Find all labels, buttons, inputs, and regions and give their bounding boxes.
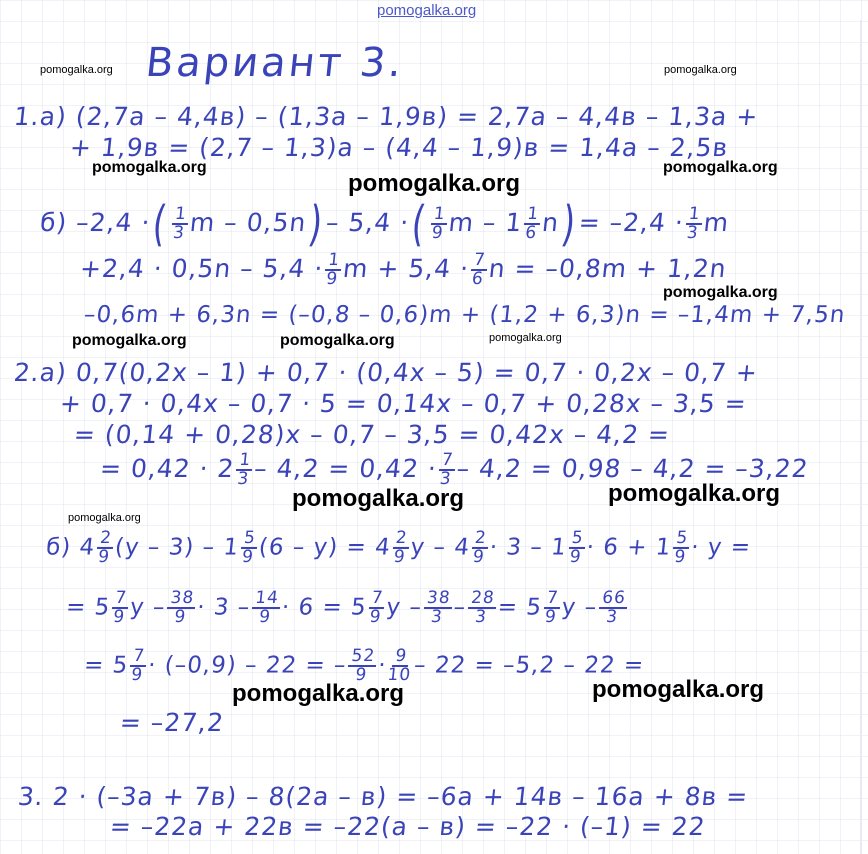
solution-line-1b-result: –0,6m + 6,3n = (–0,8 – 0,6)m + (1,2 + 6,3)n = –1,4m + 7,5n [82, 302, 847, 328]
fraction: $\frac{2}{9}$ [392, 528, 409, 567]
solution-line-2a: 2.а) 0,7(0,2x – 1) + 0,7 · (0,4x – 5) = 0,7 · 0,2x – 0,7 + [12, 358, 760, 387]
fraction: $\frac{7}{6}$ [470, 250, 487, 289]
watermark: pomogalka.org [664, 64, 737, 76]
fraction: $\frac{1}{3}$ [236, 450, 253, 489]
fraction: $\frac{5}{9}$ [673, 528, 690, 567]
watermark: pomogalka.org [663, 284, 778, 301]
solution-line-3-result: = –22а + 22в = –22(а – в) = –22 · (–1) = 22 [108, 812, 708, 841]
fraction: $\frac{5}{9}$ [568, 528, 585, 567]
watermark: pomogalka.org [348, 170, 521, 197]
solution-line-3: 3. 2 · (–3а + 7в) – 8(2а – в) = –6а + 14в – 16а + 8в = [16, 782, 750, 811]
watermark: pomogalka.org [92, 159, 207, 176]
watermark: pomogalka.org [292, 485, 465, 512]
fraction: $\frac{1}{3}$ [172, 204, 188, 243]
fraction: $\frac{5}{9}$ [241, 528, 257, 567]
solution-line-2b-cont2: = 5 $\frac{7}{9}$ · (–0,9) – 22 = – $\frac{52}{9}$ · $\frac{9}{10}$ – 22 = –5,2 – 22 = [82, 646, 646, 685]
solution-line-2b: б) 4 $\frac{2}{9}$ (y – 3) – 1 $\frac{5}{9}$ (6 – y) = 4 $\frac{2}{9}$ y – 4 $\frac{2}{9}$ · 3 – 1 $\frac{5}{9}$ · 6 + 1 $\frac{5}{9}$ · y = [44, 528, 753, 567]
solution-line-2a-cont2: = (0,14 + 0,28)x – 0,7 – 3,5 = 0,42x – 4,2 = [72, 420, 672, 449]
fraction: $\frac{52}{9}$ [347, 648, 378, 684]
solution-line-2b-result: = –27,2 [118, 708, 226, 737]
fraction: $\frac{2}{9}$ [471, 528, 488, 567]
solution-line-1a-cont: + 1,9в = (2,7 – 1,3)а – (4,4 – 1,9)в = 1,4а – 2,5в [68, 133, 730, 162]
fraction: $\frac{1}{9}$ [430, 204, 447, 243]
fraction: $\frac{7}{3}$ [438, 450, 455, 489]
watermark: pomogalka.org [40, 64, 113, 76]
watermark: pomogalka.org [280, 332, 395, 349]
fraction: $\frac{7}{9}$ [543, 588, 560, 627]
solution-line-1b: б) –2,4 ·( $\frac{1}{3}$ m – 0,5n)– 5,4 ·( $\frac{1}{9}$ m – 1 $\frac{1}{6}$ n)= –2,4 · $\frac{1}{3}$ m [38, 196, 731, 252]
fraction: $\frac{7}{9}$ [112, 588, 129, 627]
watermark: pomogalka.org [592, 676, 765, 703]
watermark: pomogalka.org [489, 332, 562, 344]
watermark: pomogalka.org [232, 680, 405, 707]
fraction: $\frac{7}{9}$ [130, 646, 147, 685]
solution-line-1a: 1.а) (2,7а – 4,4в) – (1,3а – 1,9в) = 2,7а – 4,4в – 1,3а + [12, 102, 760, 131]
watermark-top-link[interactable]: pomogalka.org [377, 2, 477, 19]
solution-line-2a-result: = 0,42 · 2 $\frac{1}{3}$ – 4,2 = 0,42 · $\frac{7}{3}$ – 4,2 = 0,98 – 4,2 = –3,22 [98, 450, 811, 489]
watermark: pomogalka.org [608, 480, 781, 507]
fraction: $\frac{14}{9}$ [250, 590, 281, 626]
solution-line-2b-cont: = 5 $\frac{7}{9}$ y – $\frac{38}{9}$ · 3 – $\frac{14}{9}$ · 6 = 5 $\frac{7}{9}$ y – $\frac{38}{3}$ – $\frac{28}{3}$ = 5 $\frac{7}{9}$ y – $\frac{66}{3}$ [64, 588, 627, 627]
solution-line-2a-cont: + 0,7 · 0,4x – 0,7 · 5 = 0,14x – 0,7 + 0,28x – 3,5 = [58, 389, 749, 418]
fraction: $\frac{28}{3}$ [466, 590, 497, 626]
fraction: $\frac{9}{10}$ [386, 646, 413, 685]
page-title: Вариант 3. [143, 40, 407, 86]
fraction: $\frac{2}{9}$ [97, 528, 114, 567]
fraction: $\frac{38}{9}$ [166, 590, 197, 626]
page-margin-line [860, 20, 862, 854]
fraction: $\frac{1}{6}$ [524, 204, 541, 243]
solution-line-1b-cont: +2,4 · 0,5n – 5,4 · $\frac{1}{9}$ m + 5,4 · $\frac{7}{6}$ n = –0,8m + 1,2n [78, 250, 729, 289]
fraction: $\frac{1}{9}$ [325, 250, 342, 289]
watermark: pomogalka.org [72, 332, 187, 349]
watermark: pomogalka.org [663, 159, 778, 176]
fraction: $\frac{38}{3}$ [422, 590, 453, 626]
fraction: $\frac{1}{3}$ [685, 204, 702, 243]
watermark: pomogalka.org [68, 512, 141, 524]
fraction: $\frac{66}{3}$ [597, 590, 628, 626]
fraction: $\frac{7}{9}$ [368, 588, 385, 627]
